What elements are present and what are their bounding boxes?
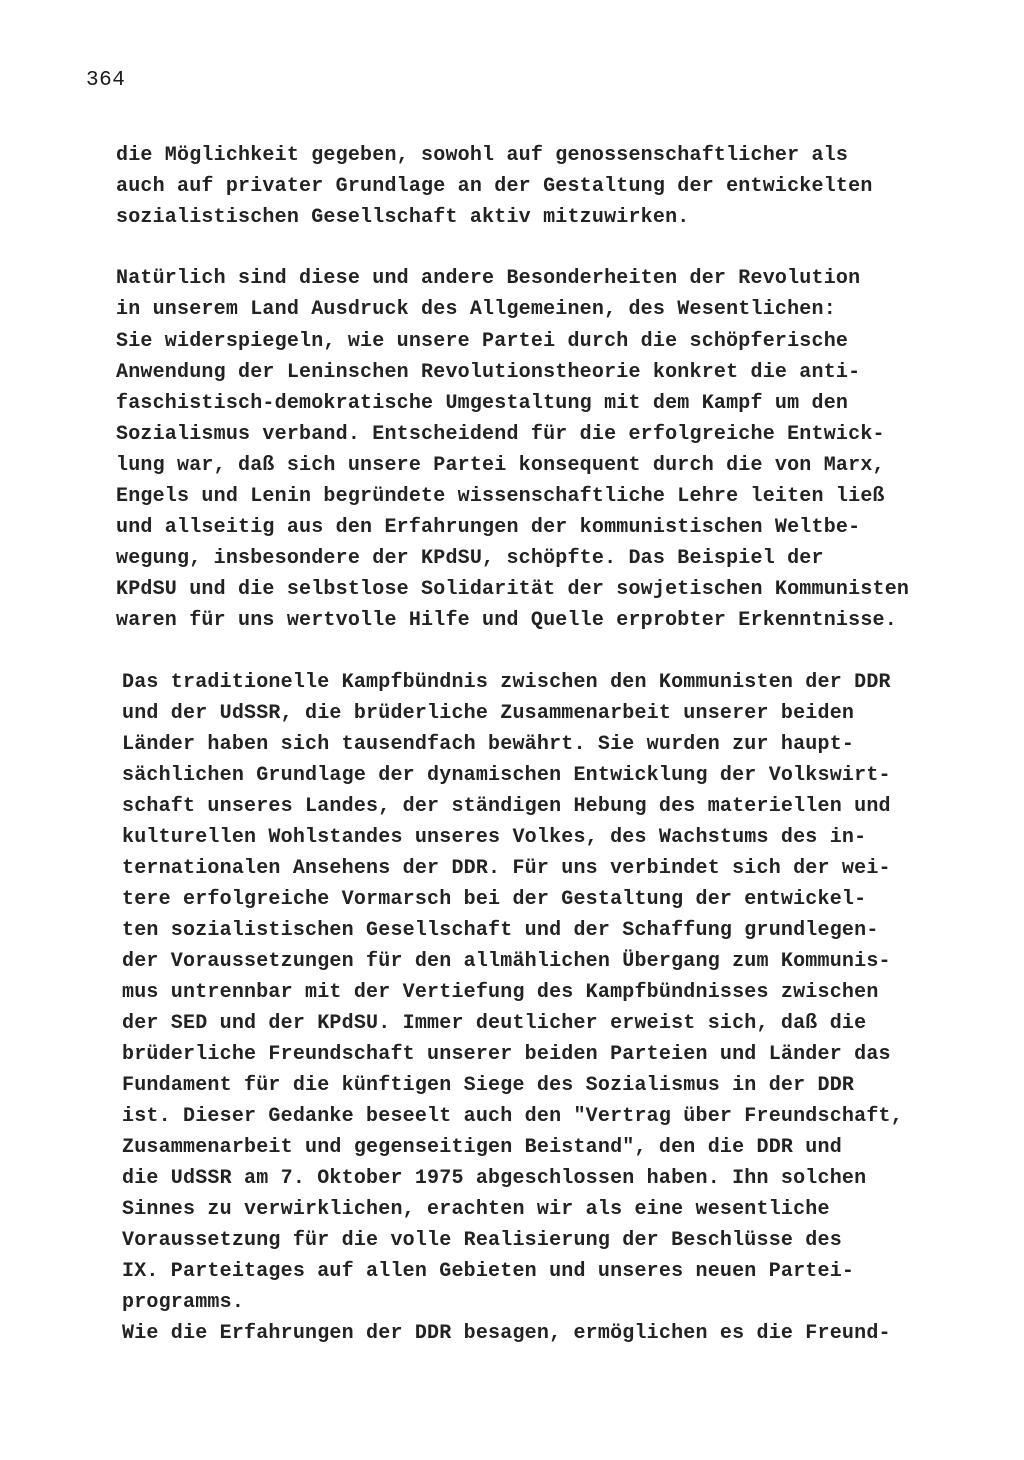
text-line: ist. Dieser Gedanke beseelt auch den "Vertrag über Freundschaft, <box>122 1105 903 1128</box>
text-line: lung war, daß sich unsere Partei konsequent durch die von Marx, <box>116 454 885 477</box>
text-line: Fundament für die künftigen Siege des Sozialismus in der DDR <box>122 1074 855 1097</box>
text-line: in unserem Land Ausdruck des Allgemeinen, des Wesentlichen: <box>116 298 836 321</box>
text-line: Das traditionelle Kampfbündnis zwischen den Kommunisten der DDR <box>122 671 891 694</box>
text-line: sächlichen Grundlage der dynamischen Entwicklung der Volkswirt- <box>122 764 891 787</box>
text-line: die Möglichkeit gegeben, sowohl auf genossenschaftlicher als <box>116 144 849 167</box>
text-line: ternationalen Ansehens der DDR. Für uns verbindet sich der wei- <box>122 857 891 880</box>
text-line: der SED und der KPdSU. Immer deutlicher erweist sich, daß die <box>122 1012 867 1035</box>
text-line: sozialistischen Gesellschaft aktiv mitzuwirken. <box>116 206 690 229</box>
text-line: Voraussetzung für die volle Realisierung der Beschlüsse des <box>122 1229 842 1252</box>
text-line: KPdSU und die selbstlose Solidarität der sowjetischen Kommunisten <box>116 578 910 601</box>
text-line: Länder haben sich tausendfach bewährt. Sie wurden zur haupt- <box>122 733 855 756</box>
text-line: Sie widerspiegeln, wie unsere Partei durch die schöpferische <box>116 330 849 353</box>
text-line: die UdSSR am 7. Oktober 1975 abgeschlossen haben. Ihn solchen <box>122 1167 867 1190</box>
text-line: ten sozialistischen Gesellschaft und der Schaffung grundlegen- <box>122 919 879 942</box>
text-line: brüderliche Freundschaft unserer beiden Parteien und Länder das <box>122 1043 891 1066</box>
text-line: Anwendung der Leninschen Revolutionstheorie konkret die anti- <box>116 361 861 384</box>
text-line: und der UdSSR, die brüderliche Zusammenarbeit unserer beiden <box>122 702 855 725</box>
text-line: Zusammenarbeit und gegenseitigen Beistand", den die DDR und <box>122 1136 842 1159</box>
text-line: faschistisch-demokratische Umgestaltung mit dem Kampf um den <box>116 392 849 415</box>
text-line: Natürlich sind diese und andere Besonderheiten der Revolution <box>116 267 861 290</box>
text-line: Wie die Erfahrungen der DDR besagen, ermöglichen es die Freund- <box>122 1322 891 1345</box>
text-line: auch auf privater Grundlage an der Gestaltung der entwickelten <box>116 175 873 198</box>
page-number: 364 <box>86 69 126 92</box>
text-line: der Voraussetzungen für den allmählichen Übergang zum Kommunis- <box>122 950 891 973</box>
text-line: und allseitig aus den Erfahrungen der kommunistischen Weltbe- <box>116 516 861 539</box>
text-line: Engels und Lenin begründete wissenschaftliche Lehre leiten ließ <box>116 485 885 508</box>
text-line: programms. <box>122 1291 245 1314</box>
text-line: wegung, insbesondere der KPdSU, schöpfte. Das Beispiel der <box>116 547 824 570</box>
text-line: IX. Parteitages auf allen Gebieten und unseres neuen Partei- <box>122 1260 855 1283</box>
text-line: waren für uns wertvolle Hilfe und Quelle erprobter Erkenntnisse. <box>116 609 897 632</box>
text-line: Sinnes zu verwirklichen, erachten wir als eine wesentliche <box>122 1198 830 1221</box>
text-line: schaft unseres Landes, der ständigen Hebung des materiellen und <box>122 795 891 818</box>
text-line: tere erfolgreiche Vormarsch bei der Gestaltung der entwickel- <box>122 888 867 911</box>
text-line: Sozialismus verband. Entscheidend für die erfolgreiche Entwick- <box>116 423 885 446</box>
text-line: mus untrennbar mit der Vertiefung des Kampfbündnisses zwischen <box>122 981 879 1004</box>
text-line: kulturellen Wohlstandes unseres Volkes, des Wachstums des in- <box>122 826 867 849</box>
